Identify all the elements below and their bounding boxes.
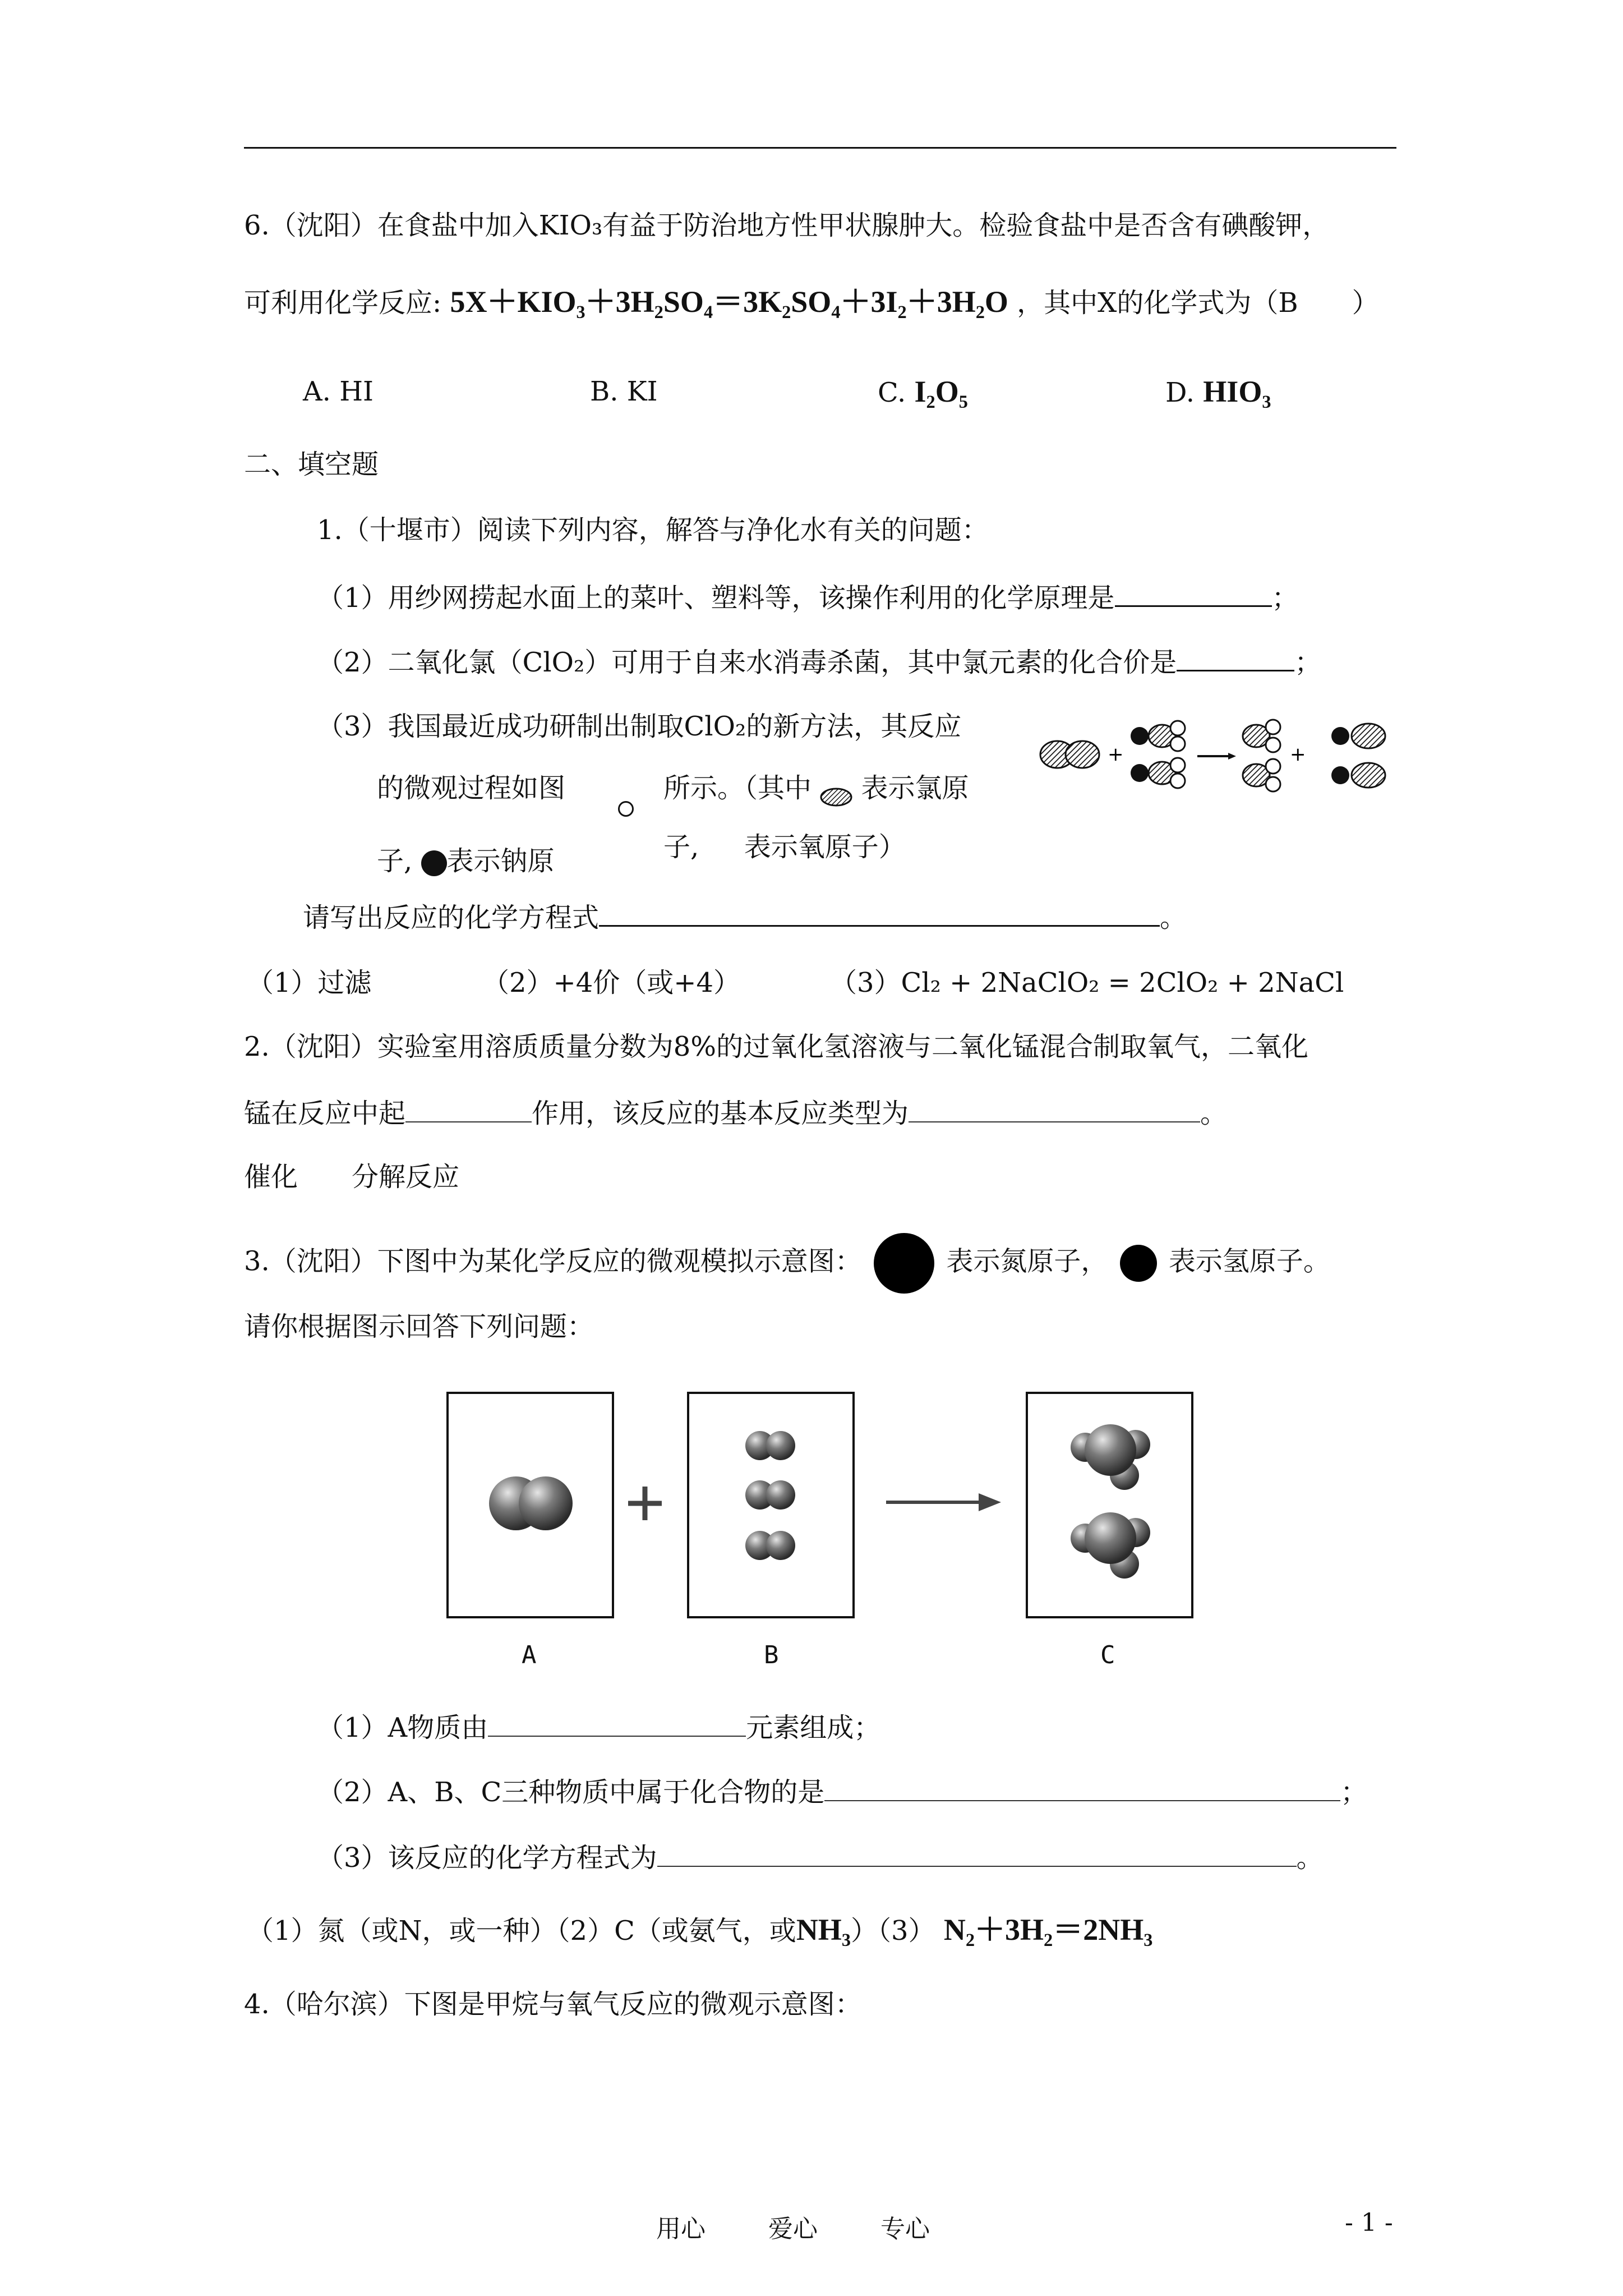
cl2-molecule-icon: [1040, 741, 1099, 768]
part-text: 3.（沈阳）下图中为某化学反应的微观模拟示意图：: [244, 1245, 862, 1277]
option-value: KI: [626, 376, 658, 407]
q2-1-part3g: [663, 830, 906, 864]
h2-molecule-icon: [745, 1480, 795, 1510]
option-key: A.: [303, 376, 331, 407]
h2-molecule-icon: [745, 1531, 795, 1560]
q6-option-a[interactable]: [303, 375, 374, 408]
footer-motto-1: 用心: [656, 2215, 706, 2243]
part-text: 所示。（其中: [663, 772, 812, 804]
option-value: HIO₃: [1203, 375, 1271, 408]
footer-motto-3: 专心: [880, 2215, 930, 2243]
part-text: （1）用纱网捞起水面上的菜叶、塑料等，该操作利用的化学原理是: [317, 582, 1115, 614]
page-number: - 1 -: [1345, 2208, 1393, 2237]
q2-1-part3c: [663, 771, 969, 805]
part-text: 请写出反应的化学方程式: [303, 902, 600, 933]
q2-3-part1: [317, 1711, 880, 1745]
option-key: C.: [878, 377, 906, 408]
section-title: 二、填空题: [244, 449, 379, 480]
h2-molecule-icon: [745, 1431, 795, 1460]
q2-1-part3a: （3）我国最近成功研制出制取ClO₂的新方法，其反应: [317, 711, 962, 742]
q2-3-part3: [317, 1841, 1324, 1875]
clo2-reaction-diagram: [1038, 712, 1396, 797]
nacl-molecule-icon: [1331, 763, 1385, 788]
option-key: B.: [590, 376, 619, 407]
q2-4-line1: 4.（哈尔滨）下图是甲烷与氧气反应的微观示意图：: [244, 1989, 862, 2020]
q6-line2-prefix: 可利用化学反应:: [244, 287, 442, 319]
option-value: I₂O₅: [914, 375, 968, 408]
label-a: A: [522, 1641, 537, 1669]
nacl-molecule-icon: [1331, 724, 1385, 748]
header-rule: [244, 147, 1396, 149]
answer-blank[interactable]: [599, 900, 1160, 927]
hydrogen-atom-icon: [1120, 1245, 1157, 1282]
part-text: （2）二氧化氯（ClO₂）可用于自来水消毒杀菌，其中氯元素的化合价是: [317, 647, 1177, 678]
footer-motto-2: 爱心: [768, 2215, 818, 2243]
part-end: 。: [1296, 1842, 1324, 1874]
plus-icon: +: [1290, 743, 1306, 766]
clo2-molecule-icon: [1243, 720, 1280, 752]
q2-3-part2: [317, 1775, 1367, 1809]
label-c: C: [1100, 1641, 1115, 1669]
q2-3-answer: [247, 1913, 1152, 1948]
answer-blank[interactable]: [1177, 645, 1294, 671]
q2-1-part4: [303, 900, 1187, 935]
answer-blank[interactable]: [488, 1711, 746, 1737]
q2-3-line2: 请你根据图示回答下列问题：: [244, 1311, 594, 1342]
answer-blank[interactable]: [909, 1097, 1200, 1122]
part-text: 子,: [663, 831, 699, 863]
part-text: 子,: [377, 845, 413, 877]
q2-1-part1: [317, 581, 1299, 615]
nh3-reaction-diagram: [446, 1391, 1209, 1627]
part-text: 锰在反应中起: [244, 1098, 406, 1129]
part-text: （1）氮（或N，或一种）（2）C（或氨气，或: [247, 1915, 796, 1947]
part-text: 作用，该反应的基本反应类型为: [532, 1098, 909, 1129]
n2-molecule-icon: [489, 1476, 573, 1530]
q6-line2: [244, 285, 1379, 320]
sodium-atom-icon: [421, 850, 447, 876]
q2-1-answer3: （3）Cl₂ + 2NaClO₂ = 2ClO₂ + 2NaCl: [830, 967, 1344, 999]
part-text: 表示钠原: [446, 845, 555, 877]
part-text: （3）该反应的化学方程式为: [317, 1842, 657, 1874]
q2-2-line2: [244, 1097, 1227, 1130]
answer-formula: NH₃: [796, 1913, 851, 1947]
part-end: ；: [1340, 1777, 1368, 1808]
plus-icon: +: [1108, 743, 1124, 766]
q6-option-c[interactable]: [878, 375, 968, 409]
q2-1-part3b: 的微观过程如图: [377, 772, 566, 804]
part-text: ）（3）: [851, 1915, 935, 1947]
plus-icon: [628, 1487, 662, 1520]
option-value: HI: [339, 376, 374, 407]
nitrogen-atom-icon: [874, 1233, 934, 1294]
chlorine-atom-icon: [820, 781, 852, 800]
q6-line1: 6.（沈阳）在食盐中加入KIO₃有益于防治地方性甲状腺肿大。检验食盐中是否含有碘酸钾，: [244, 210, 1330, 241]
q2-1-part3e: [377, 844, 555, 878]
part-text: 表示氮原子，: [946, 1245, 1108, 1277]
q2-1-stem: 1.（十堰市）阅读下列内容，解答与净化水有关的问题：: [317, 514, 989, 546]
part-end: 。: [1200, 1098, 1228, 1129]
q6-equation: 5X＋KIO₃＋3H₂SO₄＝3K₂SO₄＋3I₂＋3H₂O: [450, 285, 1008, 319]
label-b: B: [764, 1641, 779, 1669]
answer-blank[interactable]: [824, 1775, 1340, 1801]
answer-blank[interactable]: [657, 1841, 1297, 1867]
q2-2-line1: 2.（沈阳）实验室用溶质质量分数为8%的过氧化氢溶液与二氧化锰混合制取氧气，二氧化: [244, 1031, 1308, 1062]
part-end: ；: [1294, 647, 1322, 678]
part-text: （1）A物质由: [317, 1712, 488, 1743]
q6-option-b[interactable]: [590, 375, 658, 408]
part-text: 表示氯原: [861, 772, 969, 804]
q6-line2-suffix: ，其中X的化学式为（B ）: [1017, 287, 1379, 319]
oxygen-atom-icon: [618, 801, 634, 817]
clo2-molecule-icon: [1243, 759, 1280, 792]
part-text: （2）A、B、C三种物质中属于化合物的是: [317, 1777, 825, 1808]
q2-1-part2: [317, 645, 1321, 679]
answer-blank[interactable]: [1115, 581, 1272, 607]
naclo2-molecule-icon: [1131, 758, 1185, 788]
answer-blank[interactable]: [405, 1097, 532, 1122]
part-end: 。: [1160, 902, 1187, 933]
q2-3-line1: [244, 1233, 1330, 1294]
part-text: 元素组成；: [746, 1712, 881, 1743]
option-key: D.: [1165, 377, 1195, 408]
q6-option-d[interactable]: [1165, 375, 1271, 409]
part-text: 表示氧原子）: [744, 831, 906, 863]
part-end: ；: [1271, 582, 1299, 614]
part-text: 表示氢原子。: [1168, 1245, 1330, 1277]
q2-2-answer: 催化 分解反应: [244, 1161, 460, 1193]
q2-1-answer2: （2）+4价（或+4）: [482, 967, 741, 999]
q2-1-answer1: （1）过滤: [247, 967, 372, 999]
naclo2-molecule-icon: [1131, 721, 1185, 751]
answer-equation: N₂＋3H₂＝2NH₃: [943, 1913, 1153, 1947]
